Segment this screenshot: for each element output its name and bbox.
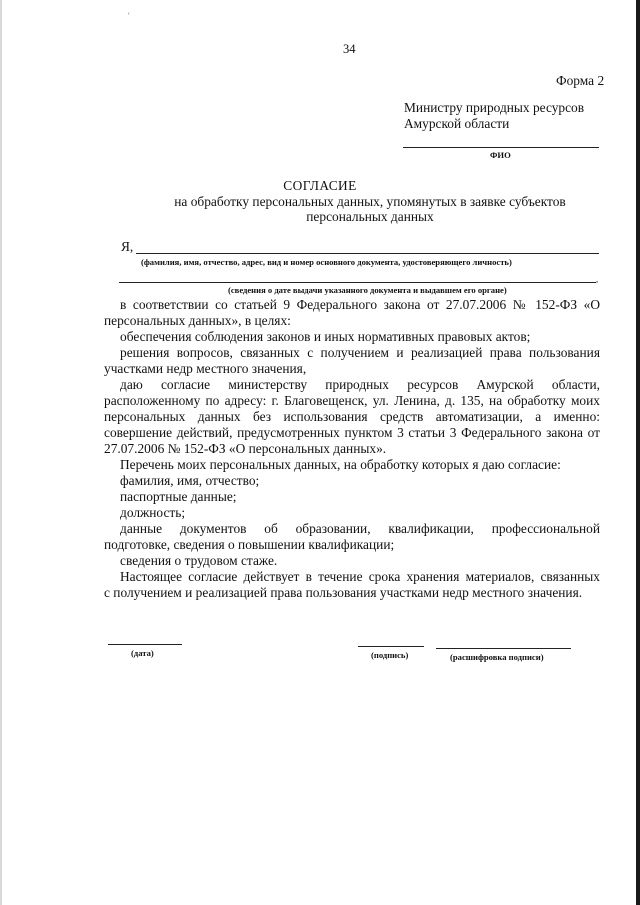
decode-underline — [436, 648, 571, 649]
body-line-5: участками недр местного значения, — [104, 361, 307, 376]
body-line-10: 27.07.2006 № 152-ФЗ «О персональных данных». — [104, 441, 387, 456]
scan-left-edge — [0, 0, 2, 905]
body-line-16: подготовке, сведения о повышении квалификации; — [104, 537, 395, 552]
date-underline — [108, 644, 182, 645]
body-line-2: персональных данных», в целях: — [104, 313, 291, 328]
i-prefix: Я, — [121, 239, 134, 254]
addressee-line-2: Амурской области — [404, 116, 510, 131]
issued-underline — [119, 282, 596, 283]
document-title: СОГЛАСИЕ — [283, 178, 357, 193]
body-line-15: данные документов об образовании, квалификации, профессиональной — [120, 521, 600, 536]
issued-caption: (сведения о дате выдачи указанного документа и выдавшем его органе) — [228, 285, 507, 295]
scan-right-edge — [636, 0, 640, 905]
form-label: Форма 2 — [556, 73, 605, 88]
fio-caption: ФИО — [490, 150, 511, 160]
scan-speck: ʿ — [127, 12, 131, 23]
body-line-4: решения вопросов, связанных с получением и реализацией права пользования — [120, 345, 600, 360]
body-line-8: персональных данных без использования средств автоматизации, а именно: — [104, 409, 600, 424]
page-number: 34 — [343, 42, 356, 56]
decode-caption: (расшифровка подписи) — [450, 652, 544, 662]
body-line-18: Настоящее согласие действует в течение срока хранения материалов, связанных — [120, 569, 600, 584]
body-line-9: совершение действий, предусмотренных пунктом 3 статьи 3 Федерального закона от — [104, 425, 600, 440]
title-subtitle-2: персональных данных — [306, 209, 434, 224]
body-line-17: сведения о трудовом стаже. — [120, 553, 278, 568]
body-line-7: расположенному по адресу: г. Благовещенск, ул. Ленина, д. 135, на обработку моих — [104, 393, 600, 408]
body-line-6: даю согласие министерству природных ресурсов Амурской области, — [120, 377, 600, 392]
body-line-13: паспортные данные; — [120, 489, 237, 504]
person-underline — [136, 253, 599, 254]
date-caption: (дата) — [131, 648, 154, 658]
body-line-1: в соответствии со статьей 9 Федерального закона от 27.07.2006 № 152-ФЗ «О — [120, 297, 600, 312]
body-line-11: Перечень моих персональных данных, на обработку которых я даю согласие: — [120, 457, 561, 472]
body-line-3: обеспечения соблюдения законов и иных нормативных правовых актов; — [120, 329, 531, 344]
issued-comma: , — [596, 274, 599, 284]
fio-underline — [403, 147, 599, 148]
body-line-14: должность; — [120, 505, 186, 520]
person-caption: (фамилия, имя, отчество, адрес, вид и номер основного документа, удостоверяющего личность) — [141, 257, 512, 267]
signature-caption: (подпись) — [371, 650, 409, 660]
signature-underline — [358, 646, 424, 647]
body-line-12: фамилия, имя, отчество; — [120, 473, 260, 488]
body-line-19: с получением и реализацией права пользования участками недр местного значения. — [104, 585, 583, 600]
title-subtitle-1: на обработку персональных данных, упомянутых в заявке субъектов — [174, 194, 566, 209]
addressee-line-1: Министру природных ресурсов — [404, 100, 585, 115]
